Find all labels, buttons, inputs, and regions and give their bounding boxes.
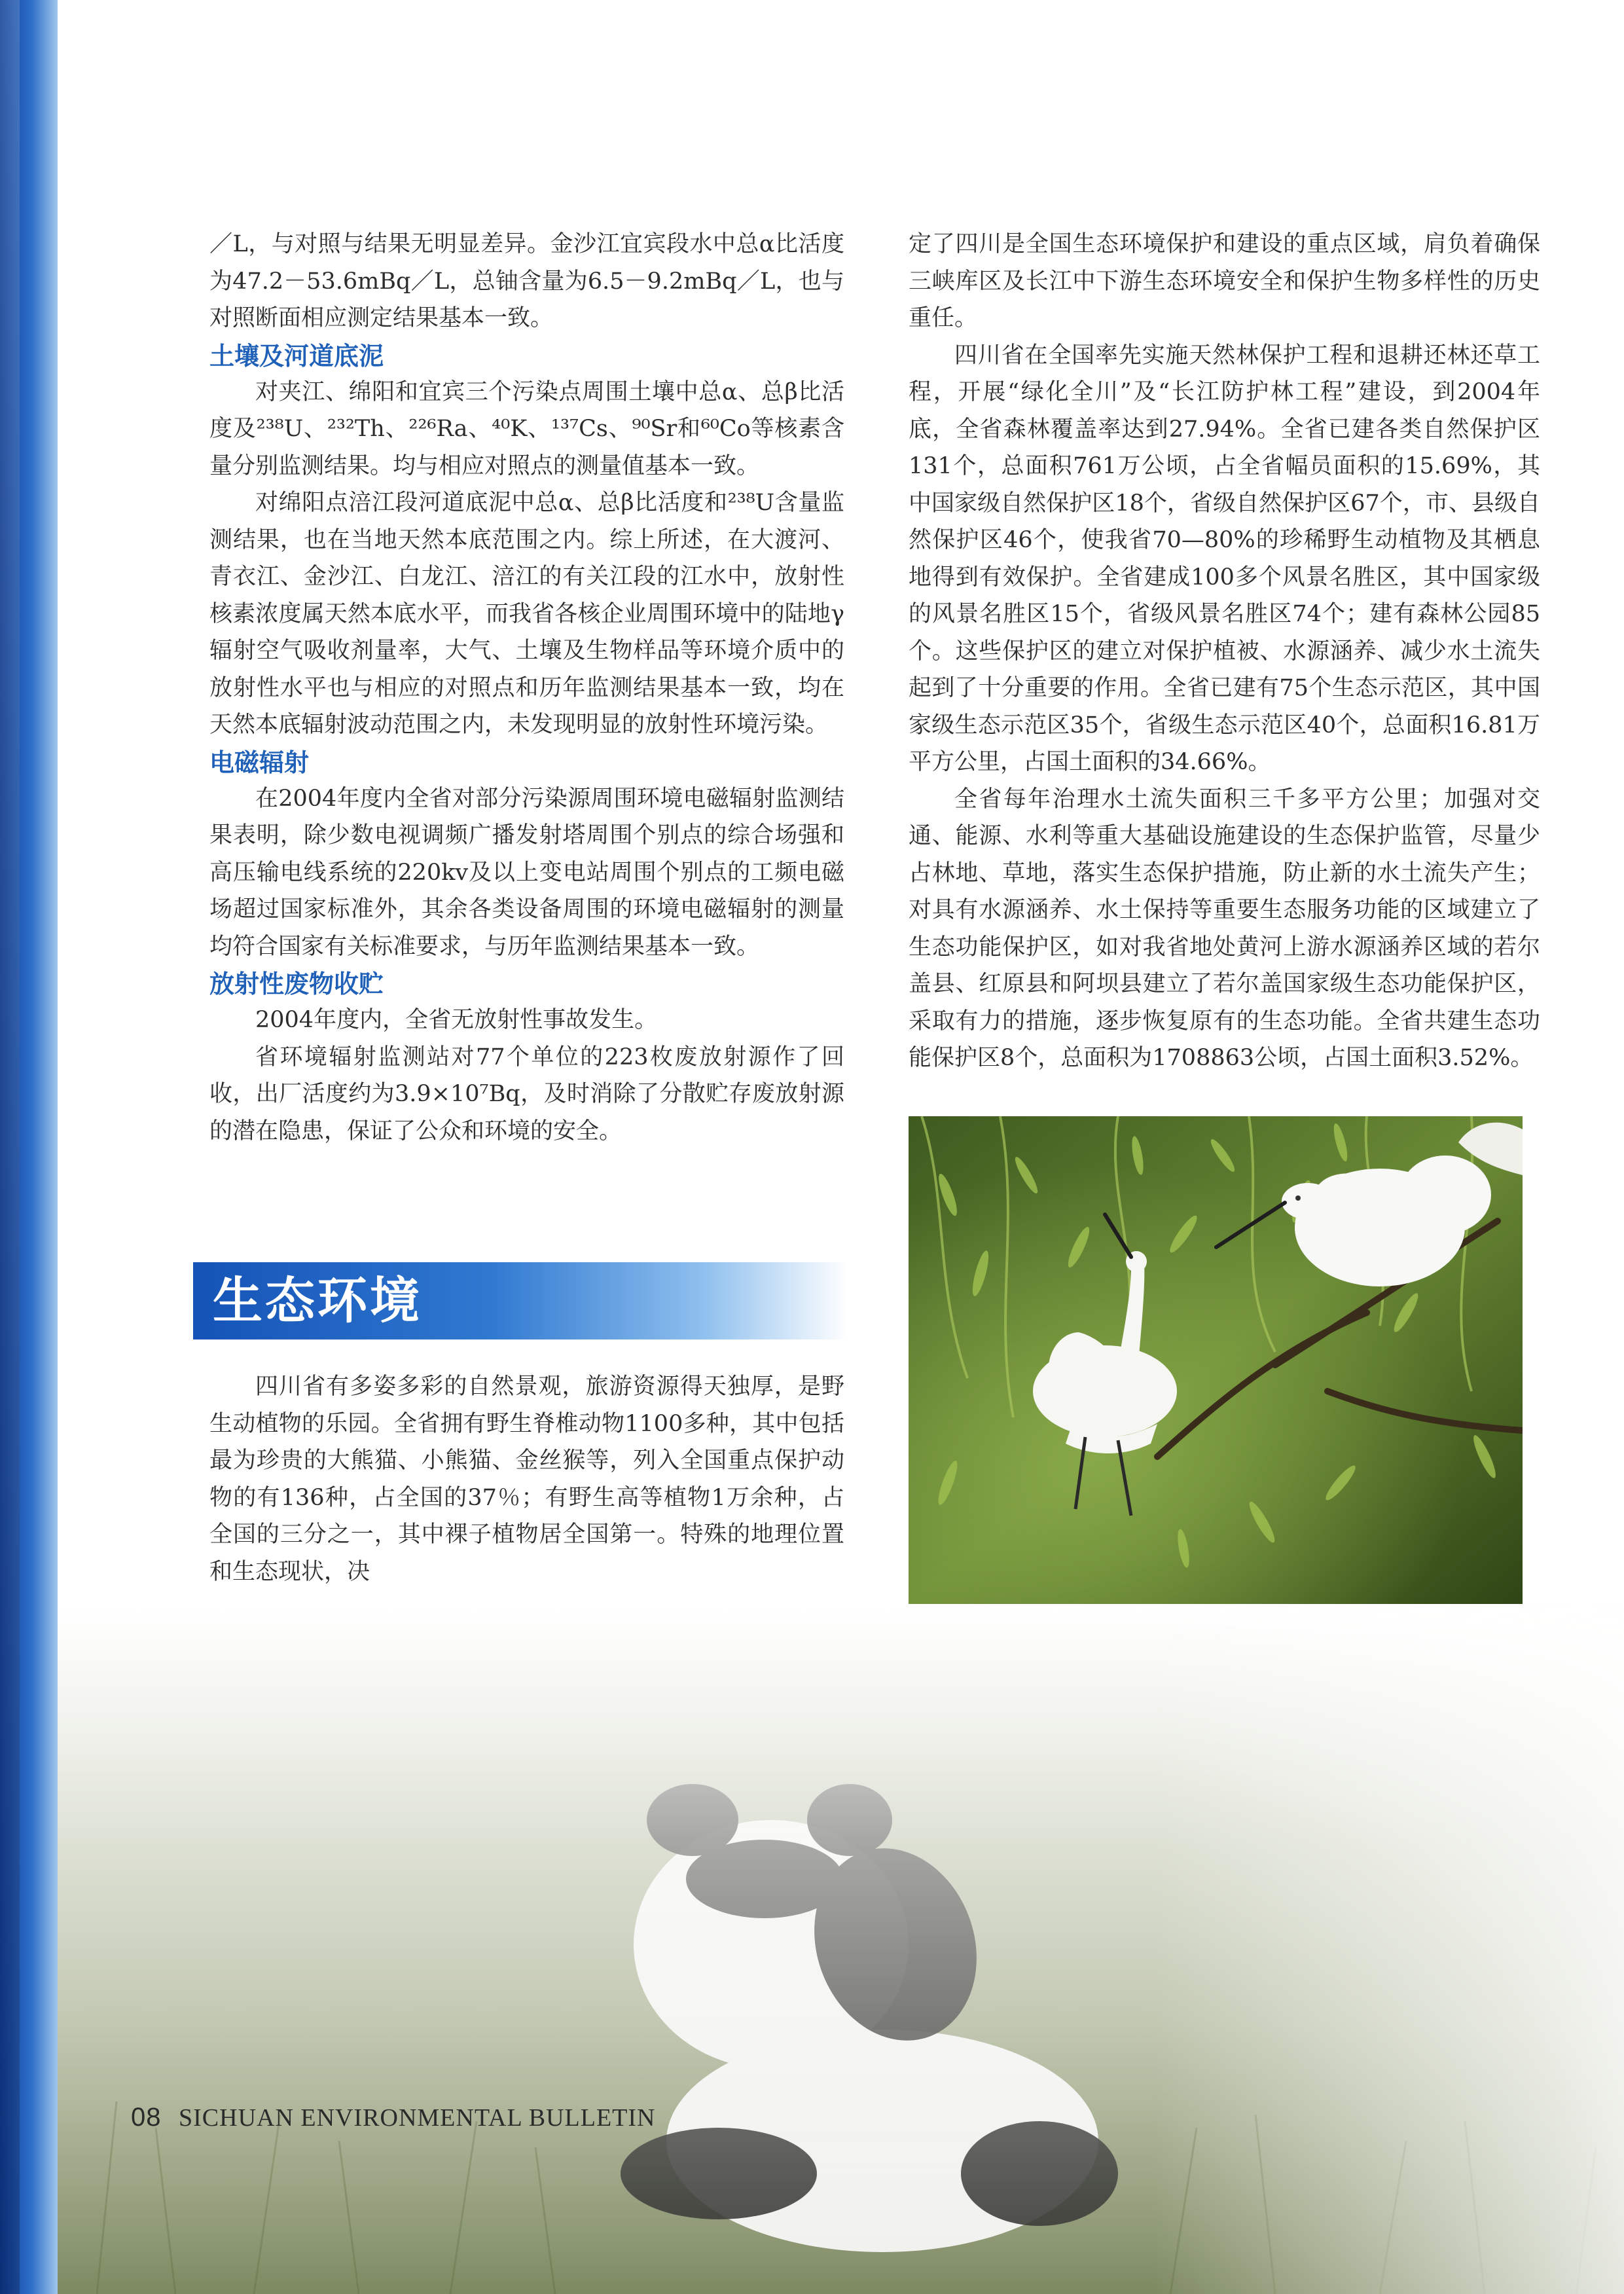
section-title: 生态环境 xyxy=(213,1271,422,1330)
right-paragraph-1: 定了四川是全国生态环境保护和建设的重点区域，肩负着确保三峡库区及长江中下游生态环境安全和保护生物多样性的历史重任。 xyxy=(909,231,1540,331)
right-column xyxy=(909,226,1540,1077)
waste-paragraph-2: 省环境辐射监测站对77个单位的223枚废放射源作了回收，出厂活度约为3.9×10⁷Bq，及时消除了分散贮存废放射源的潜在隐患，保证了公众和环境的安全。 xyxy=(209,1044,844,1144)
soil-paragraph-1: 对夹江、绵阳和宜宾三个污染点周围土壤中总α、总β比活度及²³⁸U、²³²Th、²²⁶Ra、⁴⁰K、¹³⁷Cs、⁹⁰Sr和⁶⁰Co等核素含量分别监测结果。均与相应对照点的测量值基本一致。 xyxy=(209,378,844,479)
right-paragraph-3: 全省每年治理水土流失面积三千多平方公里；加强对交通、能源、水利等重大基础设施建设的生态保护监管，尽量少占林地、草地，落实生态保护措施，防止新的水土流失产生；对具有水源涵养、水土保持等重要生态服务功能的区域建立了生态功能保护区，如对我省地处黄河上游水源涵养区域的若尔盖县、红原县和阿坝县建立了若尔盖国家级生态功能保护区，采取有力的措施，逐步恢复原有的生态功能。全省共建生态功能保护区8个，总面积为1708863公顷，占国土面积3.52%。 xyxy=(909,786,1540,1071)
waste-paragraph-1: 2004年度内，全省无放射性事故发生。 xyxy=(255,1007,658,1033)
right-paragraph-2: 四川省在全国率先实施天然林保护工程和退耕还林还草工程，开展“绿化全川”及“长江防护林工程”建设，到2004年底，全省森林覆盖率达到27.94%。全省已建各类自然保护区131个，总面积761万公顷，占全省幅员面积的15.69%，其中国家级自然保护区18个，省级自然保护区67个，市、县级自然保护区46个，使我省70—80%的珍稀野生动植物及其栖息地得到有效保护。全省建成100多个风景名胜区，其中国家级的风景名胜区15个，省级风景名胜区74个；建有森林公园85个。这些保护区的建立对保护植被、水源涵养、减少水土流失起到了十分重要的作用。全省已建有75个生态示范区，其中国家级生态示范区35个，省级生态示范区40个，总面积16.81万平方公里，占国土面积的34.66%。 xyxy=(909,342,1540,775)
soil-paragraph-2: 对绵阳点涪江段河道底泥中总α、总β比活度和²³⁸U含量监测结果，也在当地天然本底范围之内。综上所述，在大渡河、青衣江、金沙江、白龙江、涪江的有关江段的江水中，放射性核素浓度属天然本底水平，而我省各核企业周围环境中的陆地γ辐射空气吸收剂量率，大气、土壤及生物样品等环境介质中的放射性水平也与相应的对照点和历年监测结果基本一致，均在天然本底辐射波动范围之内，未发现明显的放射性环境污染。 xyxy=(209,490,844,738)
em-paragraph: 在2004年度内全省对部分污染源周围环境电磁辐射监测结果表明，除少数电视调频广播发射塔周围个别点的综合场强和高压输电线系统的220kv及以上变电站周围个别点的工频电磁场超过国家标准外，其余各类设备周围的环境电磁辐射的测量均符合国家有关标准要求，与历年监测结果基本一致。 xyxy=(209,785,844,960)
left-edge-blue-strip xyxy=(0,0,58,2294)
section-banner-ecology xyxy=(193,1262,848,1339)
page-footer xyxy=(131,2103,655,2142)
heading-electromagnetic: 电磁辐射 xyxy=(209,748,310,777)
egret-photo xyxy=(909,1116,1523,1604)
left-column xyxy=(209,226,844,1150)
ecology-intro-paragraph: 四川省有多姿多彩的自然景观，旅游资源得天独厚，是野生动植物的乐园。全省拥有野生脊椎动物1100多种，其中包括最为珍贵的大熊猫、小熊猫、金丝猴等，列入全国重点保护动物的有136种，占全国的37％；有野生高等植物1万余种，占全国的三分之一，其中裸子植物居全国第一。特殊的地理位置和生态现状，决 xyxy=(209,1374,844,1585)
page-number: 08 xyxy=(131,2103,162,2132)
panda-background-photo xyxy=(58,1604,1624,2294)
carryover-paragraph: ／L，与对照与结果无明显差异。金沙江宜宾段水中总α比活度为47.2－53.6mBq／L，总铀含量为6.5－9.2mBq／L，也与对照断面相应测定结果基本一致。 xyxy=(209,231,844,331)
publication-name: SICHUAN ENVIRONMENTAL BULLETIN xyxy=(179,2104,656,2132)
ecology-intro xyxy=(209,1368,844,1590)
heading-radioactive-waste: 放射性废物收贮 xyxy=(209,970,384,998)
heading-soil-sediment: 土壤及河道底泥 xyxy=(209,341,384,371)
